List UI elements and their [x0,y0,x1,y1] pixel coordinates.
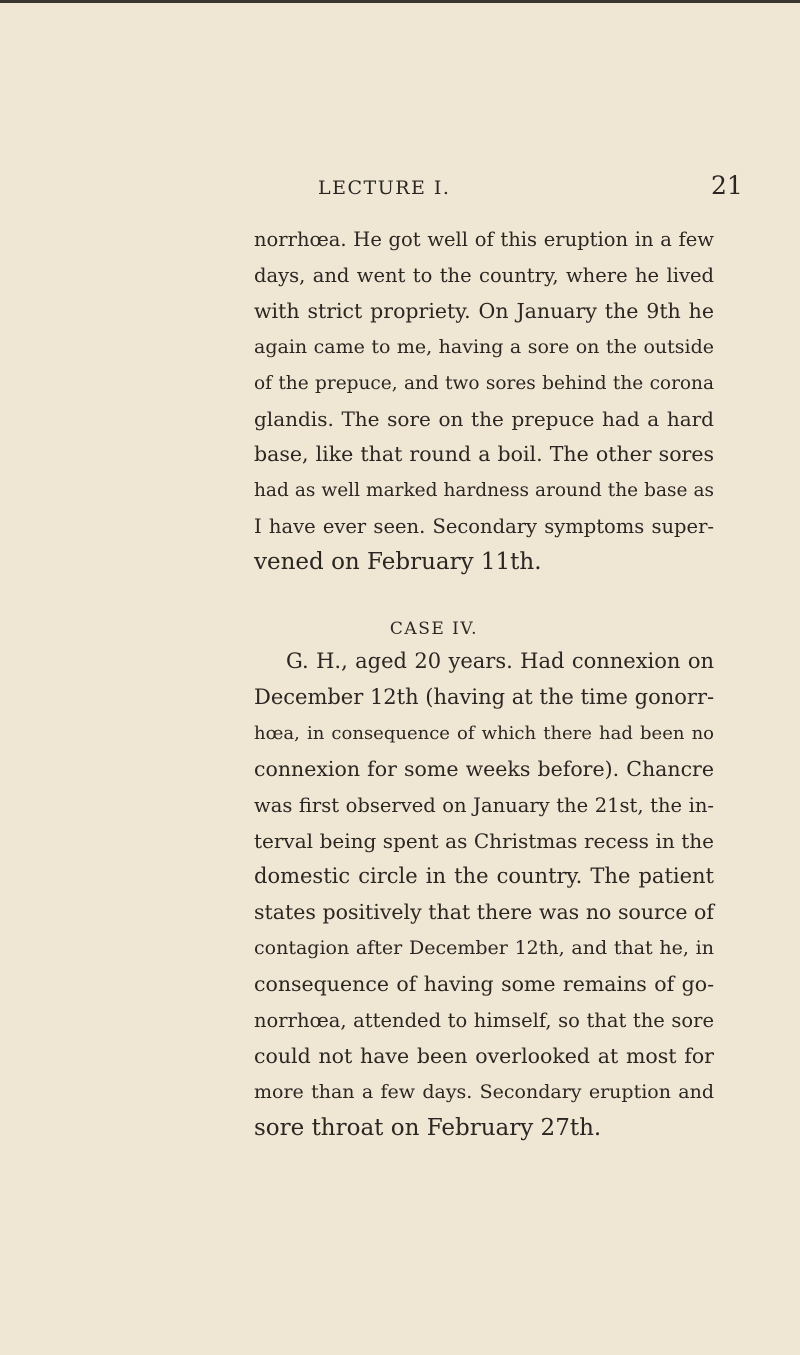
paragraph-2 [254,644,714,1147]
paragraph-line: hœa, in consequence of which there had been no [254,722,714,744]
paragraph-line: days, and went to the country, where he lived [254,263,714,287]
paragraph-line: contagion after December 12th, and that he, in [254,937,714,960]
paragraph-line: with strict propriety. On January the 9th he [254,298,714,323]
paragraph-line: sore throat on February 27th. [254,1114,602,1141]
paragraph-line: base, like that round a boil. The other sores [254,442,714,467]
running-head [0,168,800,208]
paragraph-line: could not have been overlooked at most for [254,1043,714,1068]
paragraph-line: norrhœa, attended to himself, so that the sore [254,1009,714,1033]
paragraph-line: consequence of having some remains of go- [254,972,714,997]
paragraph-line: more than a few days. Secondary eruption and [254,1080,714,1103]
running-title: LECTURE I. [318,177,451,199]
paragraph-line: domestic circle in the country. The patient [254,864,714,889]
paragraph-line: norrhœa. He got well of this eruption in a few [254,228,714,251]
paragraph-line: again came to me, having a sore on the outside [254,335,714,358]
paragraph-1 [254,222,714,581]
page-number: 21 [711,171,743,200]
paragraph-line: states positively that there was no source of [254,900,714,925]
paragraph-line: G. H., aged 20 years. Had connexion on [286,649,714,673]
paragraph-line: December 12th (having at the time gonorr- [254,684,715,709]
case-heading-text: CASE IV. [389,619,479,639]
paragraph-line: connexion for some weeks before). Chancre [254,756,714,781]
paragraph-line: had as well marked hardness around the base as [254,480,714,502]
paragraph-line: was first observed on January the 21st, the in- [254,793,714,817]
paragraph-line: glandis. The sore on the prepuce had a hard [254,406,714,431]
top-edge-rule [0,0,800,3]
paragraph-line: terval being spent as Christmas recess in the [254,828,714,853]
paragraph-line: I have ever seen. Secondary symptoms super- [254,515,714,539]
paragraph-line: of the prepuce, and two sores behind the corona [254,372,714,394]
paragraph-line: vened on February 11th. [254,549,542,576]
